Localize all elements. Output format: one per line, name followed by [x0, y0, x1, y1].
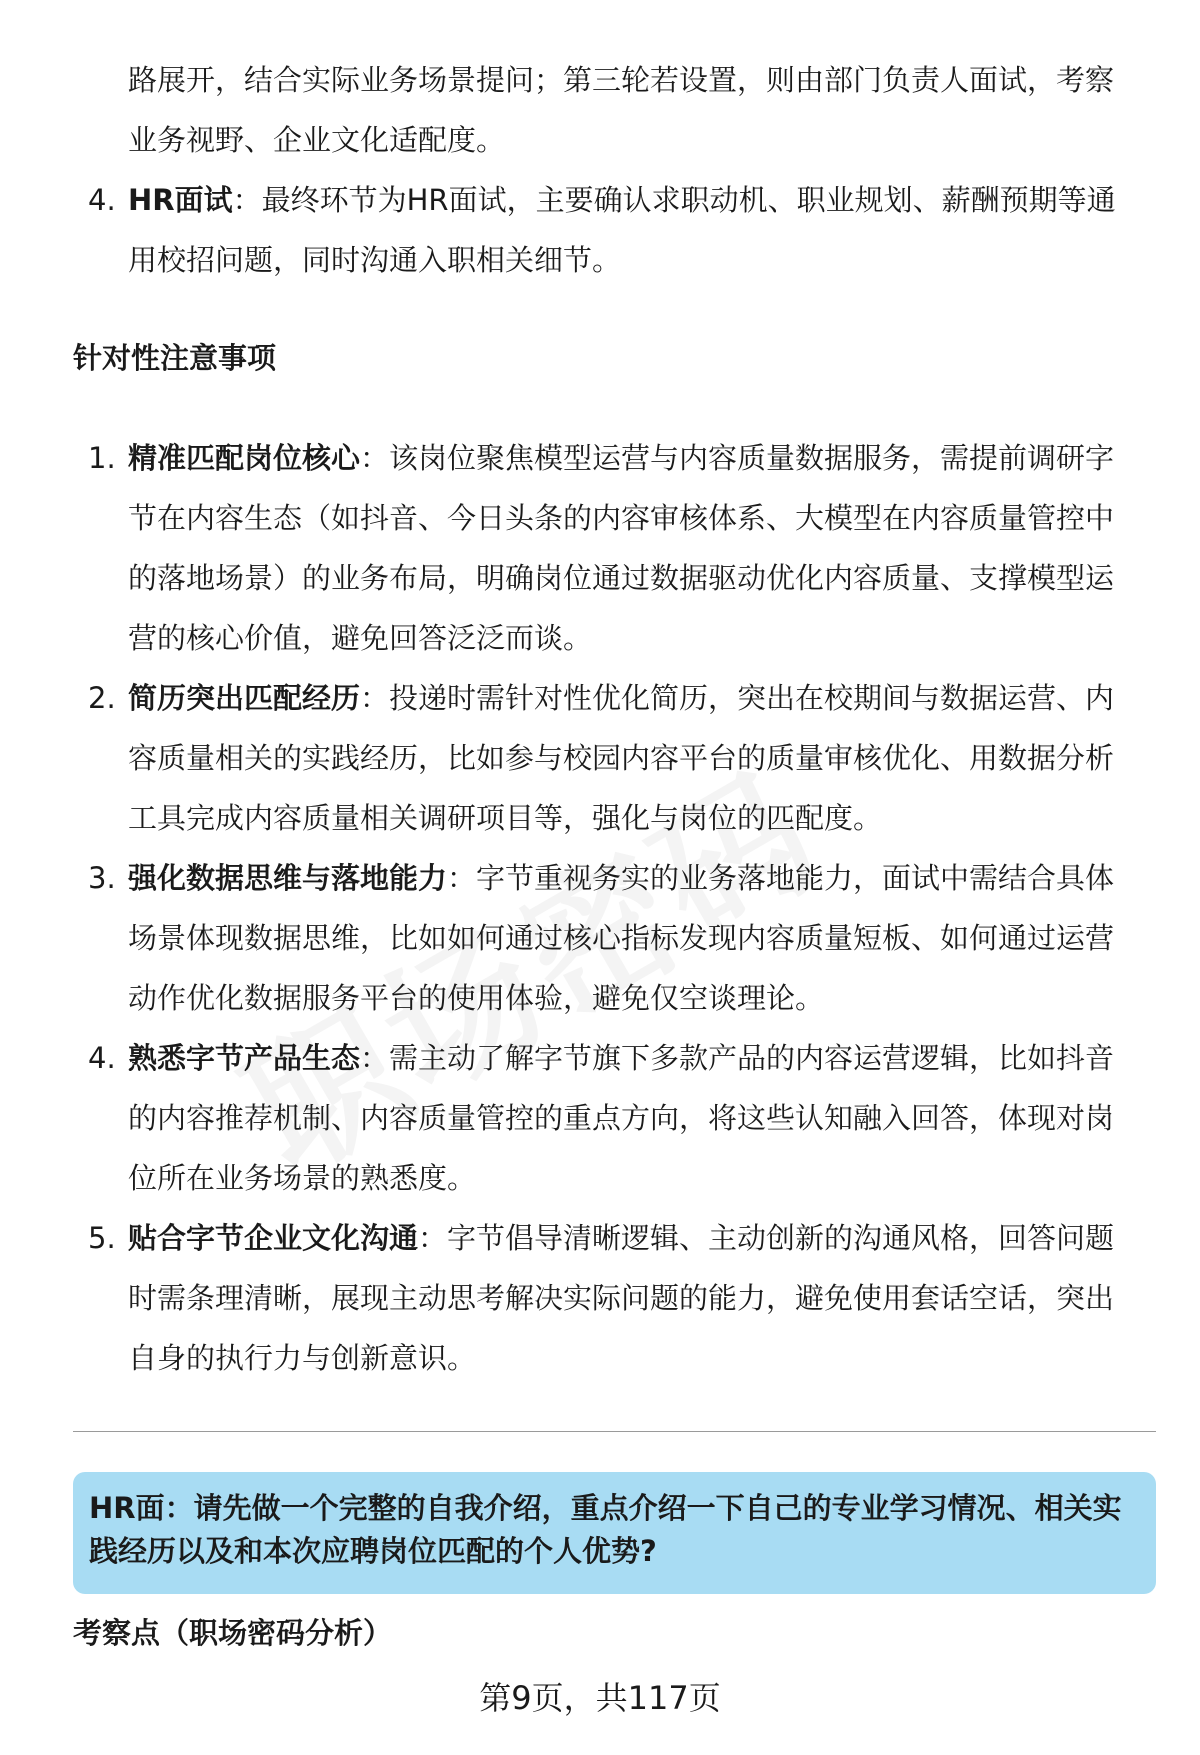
list-item-separator: ： — [232, 183, 262, 217]
continuation-line-2: 业务视野、企业文化适配度。 — [128, 123, 506, 157]
list-item-title: 精准匹配岗位核心 — [128, 441, 361, 475]
list-item-number: 4. — [88, 183, 116, 217]
list-item-body — [128, 428, 1140, 668]
list-item-number: 5. — [88, 1221, 116, 1255]
list-item-body — [128, 170, 1140, 290]
list-item-title: HR面试 — [128, 183, 233, 217]
page-footer: 第9页，共117页 — [479, 1679, 721, 1717]
list-item-text: 需主动了解字节旗下多款产品的内容运营逻辑，比如抖音的内容推荐机制、内容质量管控的重点方向，将这些认知融入回答，体现对岗位所在业务场景的熟悉度。 — [128, 1041, 1115, 1195]
list-item-separator: ： — [360, 681, 390, 715]
list-item-separator: ： — [360, 441, 390, 475]
question-text: HR面：请先做一个完整的自我介绍，重点介绍一下自己的专业学习情况、相关实践经历以及和本次应聘岗位匹配的个人优势? — [89, 1491, 1122, 1568]
list-item-body — [128, 1208, 1140, 1388]
list-item — [74, 428, 1140, 668]
list-item-text: 字节重视务实的业务落地能力，面试中需结合具体场景体现数据思维，比如如何通过核心指标发现内容质量短板、如何通过运营动作优化数据服务平台的使用体验，避免仅空谈理论。 — [128, 861, 1115, 1015]
list-item-body — [128, 1028, 1140, 1208]
list-item-text: 该岗位聚焦模型运营与内容质量数据服务，需提前调研字节在内容生态（如抖音、今日头条的内容审核体系、大模型在内容质量管控中的落地场景）的业务布局，明确岗位通过数据驱动优化内容质量、支撑模型运营的核心价值，避免回答泛泛而谈。 — [128, 441, 1115, 655]
list-item-number: 2. — [88, 681, 116, 715]
question-box — [73, 1472, 1156, 1594]
list-item-text: 最终环节为HR面试，主要确认求职动机、职业规划、薪酬预期等通用校招问题，同时沟通入职相关细节。 — [128, 183, 1116, 277]
list-item-number: 3. — [88, 861, 116, 895]
list-item — [74, 1028, 1140, 1208]
list-item-title: 简历突出匹配经历 — [128, 681, 361, 715]
list-item-number: 4. — [88, 1041, 116, 1075]
list-item-title: 贴合字节企业文化沟通 — [128, 1221, 419, 1255]
list-item-text: 字节倡导清晰逻辑、主动创新的沟通风格，回答问题时需条理清晰，展现主动思考解决实际问题的能力，避免使用套话空话，突出自身的执行力与创新意识。 — [128, 1221, 1115, 1375]
list-item-body — [128, 668, 1140, 848]
list-item-separator: ： — [360, 1041, 390, 1075]
section-heading-analysis: 考察点（职场密码分析） — [73, 1616, 393, 1650]
list-item-hr-interview — [74, 170, 1140, 290]
section-divider — [73, 1431, 1156, 1432]
list-item — [74, 668, 1140, 848]
list-item — [74, 848, 1140, 1028]
list-item-separator: ： — [447, 861, 477, 895]
list-item-body — [128, 848, 1140, 1028]
list-item-title: 强化数据思维与落地能力 — [128, 861, 448, 895]
list-item-number: 1. — [88, 441, 116, 475]
list-item — [74, 1208, 1140, 1388]
list-item-separator: ： — [418, 1221, 448, 1255]
section-heading-notes: 针对性注意事项 — [73, 341, 277, 375]
list-item-text: 投递时需针对性优化简历，突出在校期间与数据运营、内容质量相关的实践经历，比如参与校园内容平台的质量审核优化、用数据分析工具完成内容质量相关调研项目等，强化与岗位的匹配度。 — [128, 681, 1115, 835]
continuation-line-1: 路展开，结合实际业务场景提问；第三轮若设置，则由部门负责人面试，考察 — [128, 63, 1115, 97]
list-item-title: 熟悉字节产品生态 — [128, 1041, 361, 1075]
